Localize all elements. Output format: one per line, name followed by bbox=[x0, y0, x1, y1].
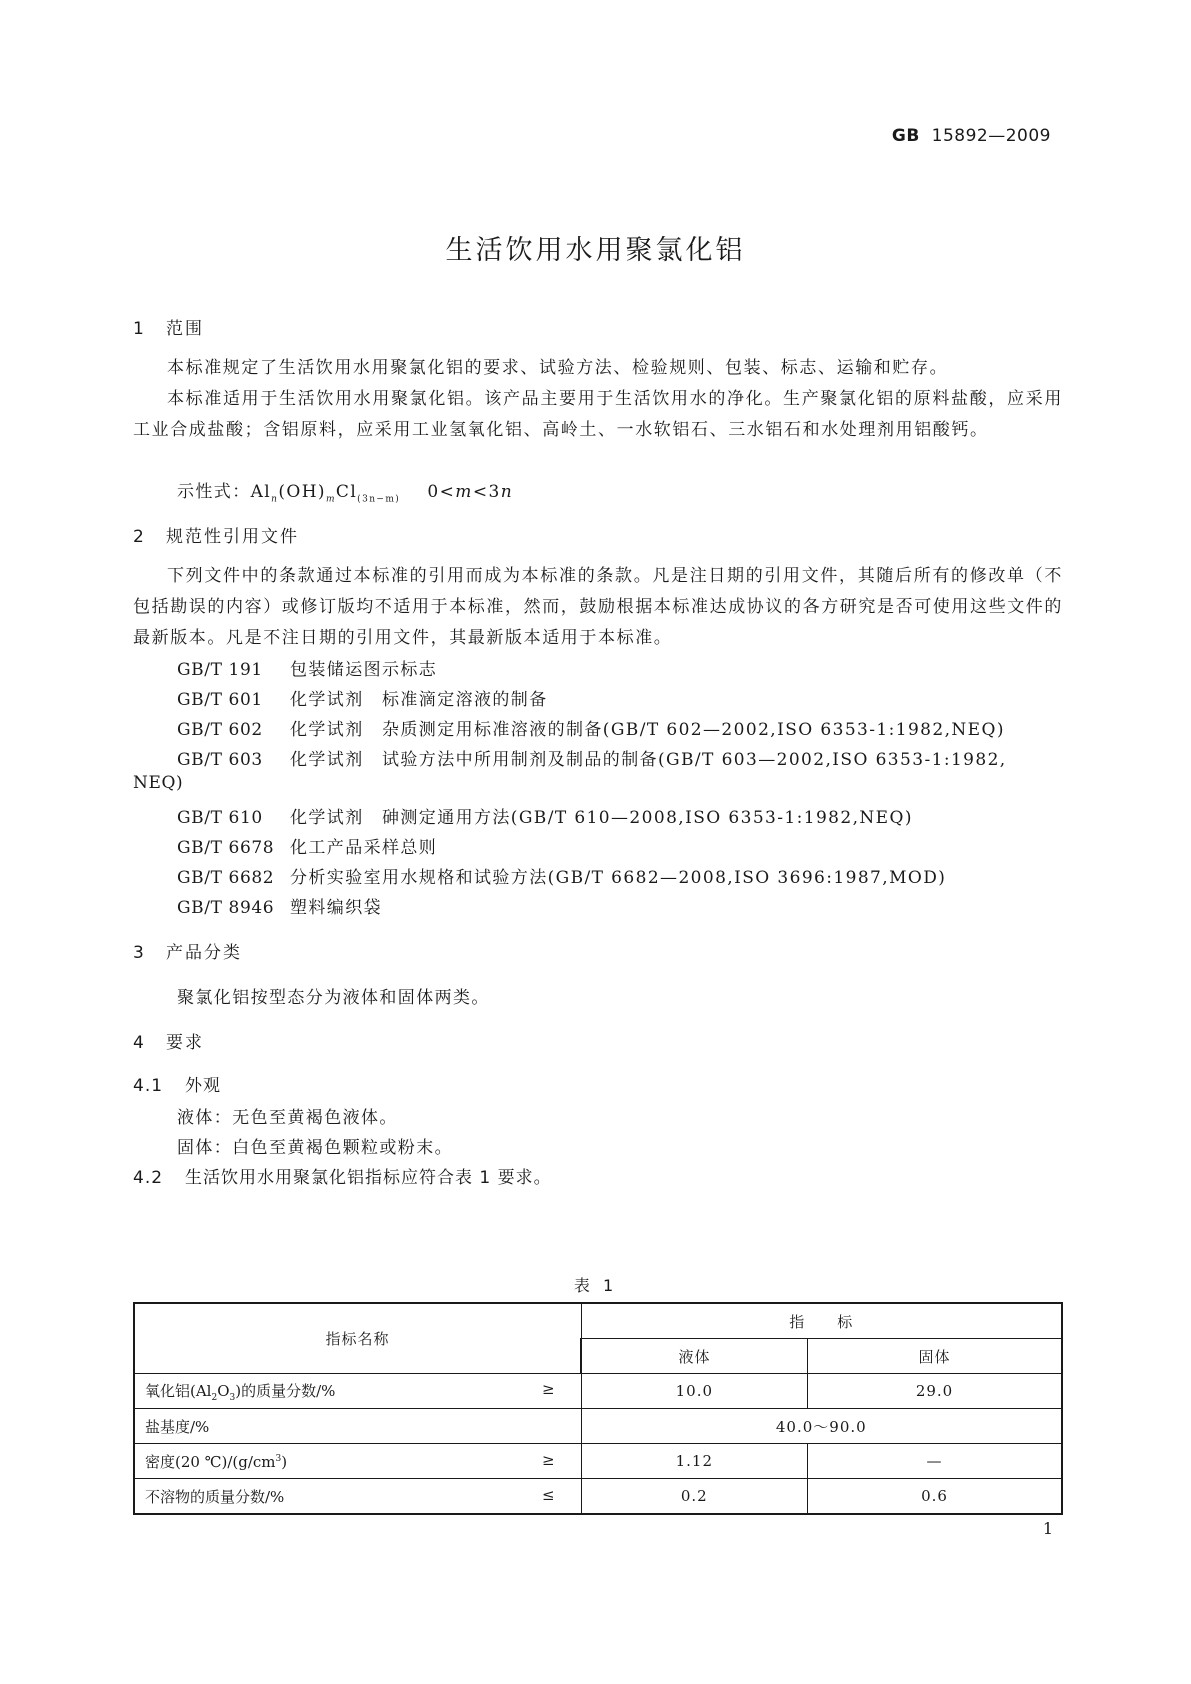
standard-number: GB 15892—2009 bbox=[891, 126, 1051, 146]
table-row bbox=[134, 1409, 1062, 1444]
formula: 示性式：$Al_n(OH)_mCl_{(3n-m)}$ 0<m<3n bbox=[177, 482, 514, 505]
row-solid-value: 29.0 bbox=[808, 1374, 1062, 1409]
section-4-heading: 4 要求 bbox=[133, 1033, 204, 1053]
header-solid: 固体 bbox=[808, 1339, 1062, 1374]
section-1-paragraph-2: 本标准适用于生活饮用水用聚氯化铝。该产品主要用于生活饮用水的净化。生产聚氯化铝的原料盐酸，应采用工业合成盐酸；含铝原料，应采用工业氢氧化铝、高岭土、一水软铝石、三水铝石和水处理剂用铝酸钙。 bbox=[133, 389, 1063, 440]
table-row bbox=[134, 1444, 1062, 1479]
document-title: 生活饮用水用聚氯化铝 bbox=[445, 235, 746, 266]
reference-item: GB/T 6678 化工产品采样总则 bbox=[177, 838, 438, 858]
reference-item: GB/T 603 化学试剂 试验方法中所用制剂及制品的制备(GB/T 603—2002,ISO 6353-1:1982, bbox=[177, 750, 1007, 770]
header-index: 指 标 bbox=[581, 1303, 1062, 1339]
spec-table bbox=[133, 1302, 1063, 1515]
section-2-heading: 2 规范性引用文件 bbox=[133, 527, 299, 547]
reference-item: GB/T 602 化学试剂 杂质测定用标准溶液的制备(GB/T 602—2002,ISO 6353-1:1982,NEQ) bbox=[177, 720, 1005, 740]
row-liquid-value: 0.2 bbox=[581, 1479, 808, 1515]
reference-item: GB/T 191 包装储运图示标志 bbox=[177, 660, 438, 680]
section-3-paragraph: 聚氯化铝按型态分为液体和固体两类。 bbox=[177, 988, 490, 1008]
row-merged-value: 40.0～90.0 bbox=[581, 1409, 1062, 1444]
row-name: 不溶物的质量分数/% bbox=[145, 1487, 285, 1506]
table-row bbox=[134, 1374, 1062, 1409]
table-title: 表 1 bbox=[573, 1276, 618, 1295]
row-name: 密度(20 $℃)/(g/cm^3)$ bbox=[145, 1452, 288, 1471]
row-liquid-value: 10.0 bbox=[581, 1374, 808, 1409]
subsection-4-1: 4.1 外观 bbox=[133, 1076, 221, 1096]
row-name: 氧化铝$(Al_2O_3)$的质量分数/% bbox=[145, 1381, 336, 1403]
reference-item: GB/T 601 化学试剂 标准滴定溶液的制备 bbox=[177, 690, 548, 710]
reference-continuation: NEQ) bbox=[133, 773, 184, 793]
row-solid-value: — bbox=[808, 1444, 1062, 1479]
row-operator: ≤ bbox=[541, 1485, 555, 1504]
row-solid-value: 0.6 bbox=[808, 1479, 1062, 1515]
subsection-4-2: 4.2 生活饮用水用聚氯化铝指标应符合表 1 要求。 bbox=[133, 1168, 552, 1188]
reference-item: GB/T 610 化学试剂 砷测定通用方法(GB/T 610—2008,ISO 6353-1:1982,NEQ) bbox=[177, 808, 913, 828]
row-liquid-value: 1.12 bbox=[581, 1444, 808, 1479]
table-row bbox=[134, 1479, 1062, 1515]
section-3-heading: 3 产品分类 bbox=[133, 943, 242, 963]
appearance-liquid: 液体：无色至黄褐色液体。 bbox=[177, 1108, 398, 1128]
section-2-paragraph: 下列文件中的条款通过本标准的引用而成为本标准的条款。凡是注日期的引用文件，其随后所有的修改单（不包括勘误的内容）或修订版均不适用于本标准，然而，鼓励根据本标准达成协议的各方研究是否可使用这些文件的最新版本。凡是不注日期的引用文件，其最新版本适用于本标准。 bbox=[133, 566, 1063, 648]
appearance-solid: 固体：白色至黄褐色颗粒或粉末。 bbox=[177, 1138, 453, 1158]
row-operator bbox=[555, 1416, 571, 1437]
page-number: 1 bbox=[1042, 1519, 1053, 1538]
reference-item: GB/T 8946 塑料编织袋 bbox=[177, 898, 382, 918]
row-operator: ≥ bbox=[541, 1379, 555, 1398]
row-operator: ≥ bbox=[541, 1450, 555, 1469]
header-indicator-name: 指标名称 bbox=[134, 1303, 581, 1374]
section-1-paragraph-1: 本标准规定了生活饮用水用聚氯化铝的要求、试验方法、检验规则、包装、标志、运输和贮存。 bbox=[167, 358, 949, 378]
section-1-heading: 1 范围 bbox=[133, 319, 204, 339]
header-liquid: 液体 bbox=[581, 1339, 808, 1374]
reference-item: GB/T 6682 分析实验室用水规格和试验方法(GB/T 6682—2008,ISO 3696:1987,MOD) bbox=[177, 868, 947, 888]
row-name: 盐基度/% bbox=[145, 1417, 210, 1436]
